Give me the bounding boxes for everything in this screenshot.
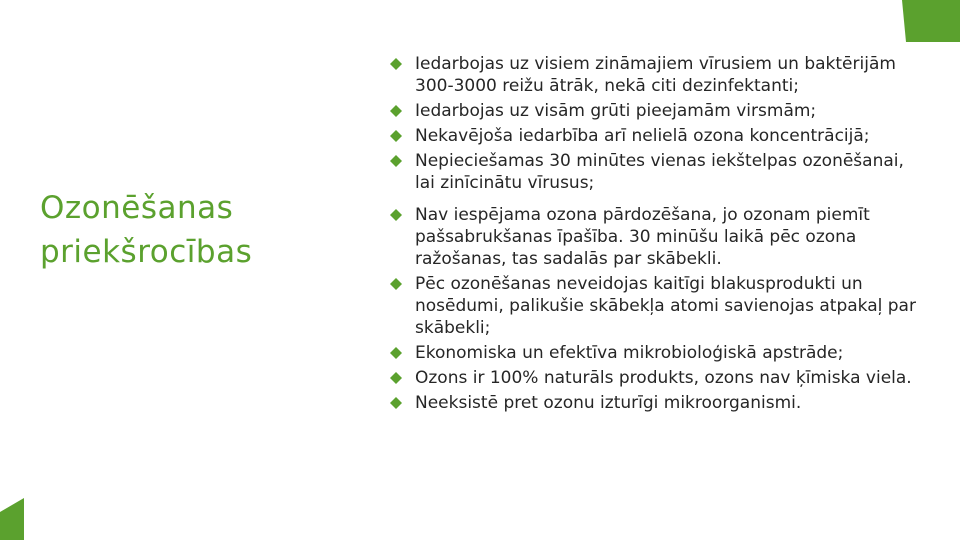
bullet-text: Iedarbojas uz visiem zināmajiem vīrusiem un baktērijām 300-3000 reižu ātrāk, nekā citi dezinfektanti; <box>415 54 896 96</box>
bullet-item <box>388 150 923 194</box>
corner-accent-shape <box>880 0 960 42</box>
bullet-text: Neeksistē pret ozonu izturīgi mikroorganismi. <box>415 393 802 413</box>
bullet-item <box>388 392 923 414</box>
green-diamond-icon <box>390 397 402 409</box>
green-diamond-icon <box>390 347 402 359</box>
green-diamond-icon <box>390 209 402 221</box>
bullet-item <box>388 125 923 147</box>
bullet-text: Ozons ir 100% naturāls produkts, ozons nav ķīmiska viela. <box>415 368 912 388</box>
bullet-text: Nav iespējama ozona pārdozēšana, jo ozonam piemīt pašsabrukšanas īpašība. 30 minūšu laikā pēc ozona ražošanas, tas sadalās par skābekli. <box>415 205 870 269</box>
bullet-text: Iedarbojas uz visām grūti pieejamām virsmām; <box>415 101 817 121</box>
bullet-item <box>388 367 923 389</box>
slide-title: Ozonēšanas priekšrocības <box>40 190 253 270</box>
green-diamond-icon <box>390 372 402 384</box>
green-diamond-icon <box>390 130 402 142</box>
bullet-item <box>388 53 923 97</box>
bullet-text: Nekavējoša iedarbība arī nelielā ozona koncentrācijā; <box>415 126 870 146</box>
bullet-item <box>388 342 923 364</box>
bullet-item <box>388 204 923 270</box>
green-diamond-icon <box>390 278 402 290</box>
green-diamond-icon <box>390 105 402 117</box>
bullet-text: Nepieciešamas 30 minūtes vienas iekštelpas ozonēšanai, lai zinīcinātu vīrusus; <box>415 151 904 193</box>
bullet-text: Pēc ozonēšanas neveidojas kaitīgi blakusprodukti un nosēdumi, palikušie skābekļa atomi savienojas atpakaļ par skābekli; <box>415 274 916 338</box>
green-diamond-icon <box>390 58 402 70</box>
bullet-text: Ekonomiska un efektīva mikrobioloģiskā apstrāde; <box>415 343 844 363</box>
corner-accent-shape <box>0 498 24 540</box>
bullet-item <box>388 273 923 339</box>
bullet-list <box>388 53 923 417</box>
bullet-item <box>388 100 923 122</box>
green-diamond-icon <box>390 155 402 167</box>
